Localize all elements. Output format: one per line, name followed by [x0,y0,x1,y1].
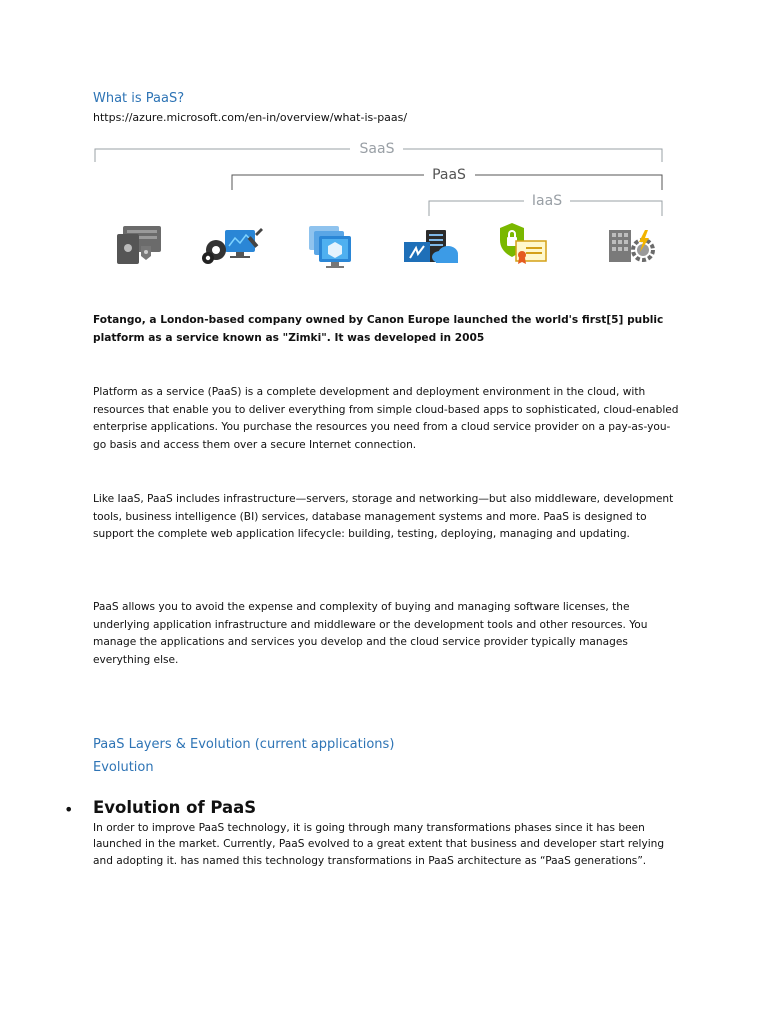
paas-benefits-paragraph: PaaS allows you to avoid the expense and complexity of buying and managing software licenses, the underlying application infrastructure and middleware or the development tools and other resources. You manage the applications and services you develop and the cloud service provider typically manages everything else. [93,601,648,666]
list-bullet: • [64,800,74,819]
database-cloud-icon [404,230,458,263]
evolution-of-paas-body: In order to improve PaaS technology, it is going through many transformations phases since it has been launched in the market. Currently, PaaS evolved to a great extent that business and developer start relying and adopting it. has named this technology transformations in PaaS architecture as “PaaS generations”. [93,822,665,867]
paas-label: PaaS [432,167,466,183]
paas-bracket [232,167,662,190]
building-gear-icon [609,230,653,262]
developer-tools-icon [202,228,263,264]
virtual-machines-icon [309,226,351,268]
evolution-heading: Evolution [93,760,154,775]
paas-includes-paragraph: Like IaaS, PaaS includes infrastructure—servers, storage and networking—but also middleware, development tools, business intelligence (BI) services, database management systems and more. PaaS is designed to support the complete web application lifecycle: building, testing, deploying, managing and updating. [93,493,674,540]
saas-label: SaaS [359,141,395,157]
iaas-bracket [429,193,662,216]
paas-definition-paragraph: Platform as a service (PaaS) is a complete development and deployment environment in the cloud, with resources that enable you to deliver everything from simple cloud-based apps to sophisticated, cloud-enabled enterprise applications. You purchase the resources you need from a cloud service provider on a pay-as-you-go basis and access them over a secure Internet connection. [93,386,679,451]
evolution-of-paas-title: Evolution of PaaS [93,798,257,817]
layers-evolution-heading: PaaS Layers & Evolution (current applications) [93,737,395,752]
zimki-paragraph: Fotango, a London-based company owned by Canon Europe launched the world's first[5] public platform as a service known as "Zimki". It was developed in 2005 [93,314,664,344]
source-url[interactable]: https://azure.microsoft.com/en-in/overview/what-is-paas/ [93,111,408,124]
paas-layers-diagram [0,130,768,280]
security-certificate-icon [500,223,546,264]
iaas-label: IaaS [531,193,563,209]
page-title-link[interactable]: What is PaaS? [93,91,185,106]
server-lock-icon [117,226,161,264]
saas-bracket [95,141,662,162]
